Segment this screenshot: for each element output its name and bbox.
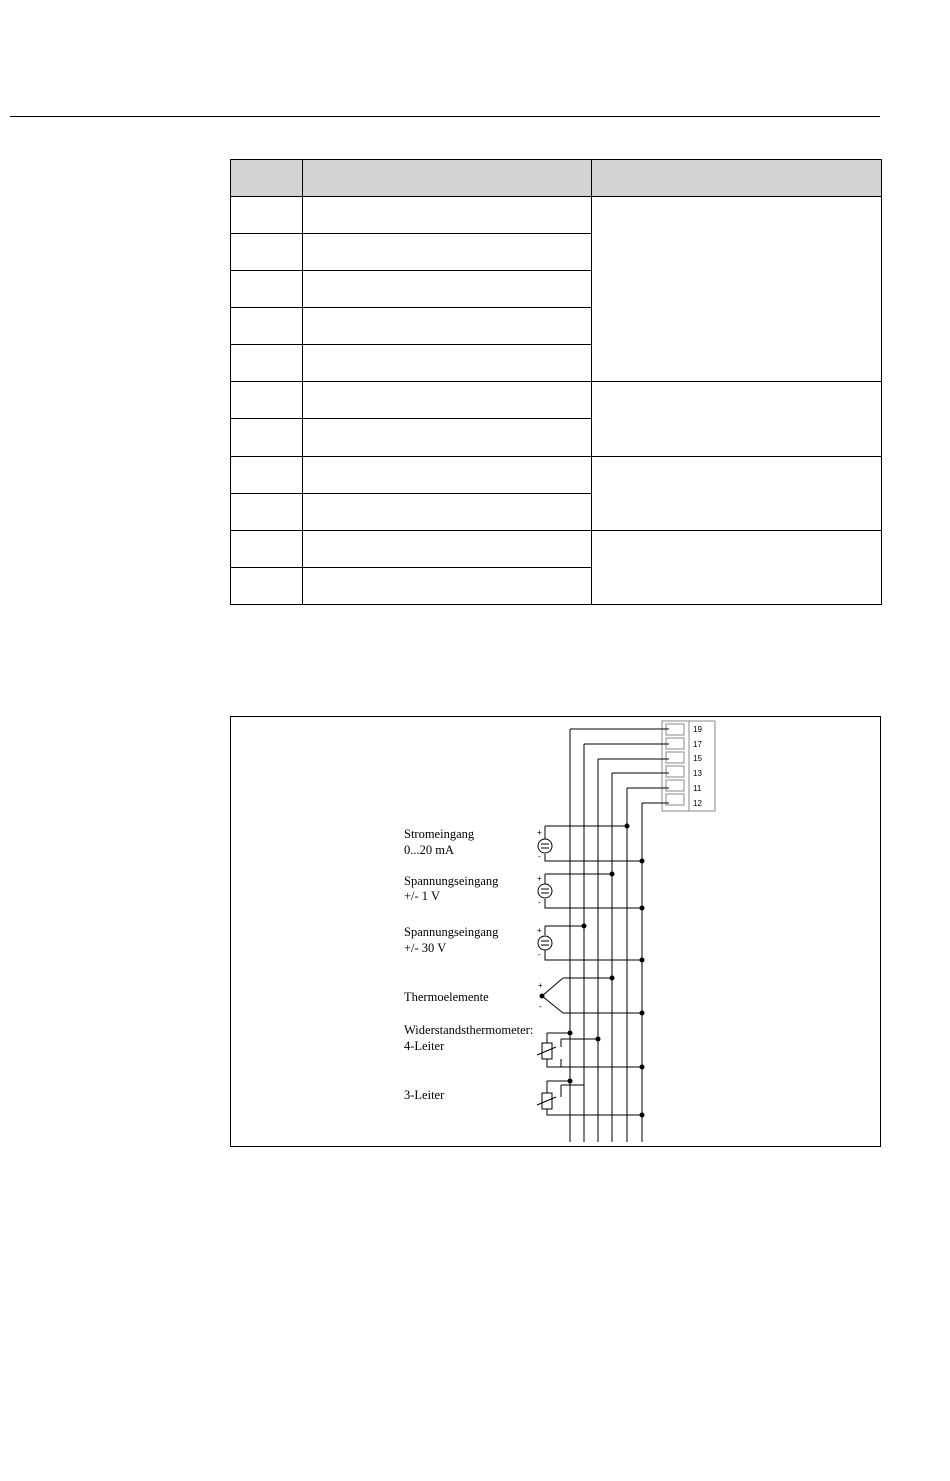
- minus-sign: -: [538, 898, 541, 907]
- table-row: [231, 456, 882, 493]
- label-thermocouples: Thermoelemente: [404, 990, 489, 1004]
- terminal-label: 13: [693, 769, 702, 778]
- voltage-source-30v-symbol: [538, 936, 552, 950]
- header-cell: [303, 160, 592, 197]
- label-voltage-range-1: +/- 1 V: [404, 889, 440, 903]
- table-cell: [303, 530, 592, 567]
- label-voltage-range-2: +/- 30 V: [404, 941, 447, 955]
- plus-sign: +: [538, 981, 543, 990]
- table-cell: [303, 419, 592, 456]
- table-cell: [231, 234, 303, 271]
- table-cell: [231, 456, 303, 493]
- header-cell: [231, 160, 303, 197]
- table-cell: [303, 308, 592, 345]
- bus-line-12: [642, 803, 669, 1142]
- bus-line-15: [598, 759, 669, 1142]
- label-current-input: Stromeingang: [404, 827, 475, 841]
- voltage-source-1v-symbol: [538, 884, 552, 898]
- plus-sign: +: [537, 926, 542, 935]
- table-cell: [303, 234, 592, 271]
- table-cell-merged: [592, 530, 882, 604]
- table-cell: [303, 382, 592, 419]
- table-cell: [231, 271, 303, 308]
- table-cell: [231, 197, 303, 234]
- table-cell: [303, 271, 592, 308]
- minus-sign: -: [539, 1002, 542, 1011]
- table-header-row: [231, 160, 882, 197]
- rtd-3-wire-wiring: [547, 1081, 642, 1115]
- terminal-label: 12: [693, 799, 702, 808]
- label-four-wire: 4-Leiter: [404, 1039, 445, 1053]
- plus-sign: +: [537, 828, 542, 837]
- table-cell: [231, 382, 303, 419]
- terminal-label: 19: [693, 725, 702, 734]
- bus-line-13: [612, 773, 669, 1142]
- terminal-label: 17: [693, 740, 702, 749]
- label-voltage-input-2: Spannungseingang: [404, 925, 499, 939]
- table-cell: [303, 456, 592, 493]
- wiring-diagram: [230, 716, 881, 1147]
- table-row: [231, 382, 882, 419]
- table-cell: [231, 493, 303, 530]
- label-rtd: Widerstandsthermometer:: [404, 1023, 534, 1037]
- terminal-table: [230, 159, 882, 605]
- wiring-diagram-svg: [231, 717, 880, 1146]
- rtd-4-wire-wiring: [547, 1033, 642, 1067]
- header-cell: [592, 160, 882, 197]
- table-cell: [303, 567, 592, 604]
- table-cell: [303, 493, 592, 530]
- table-cell: [231, 567, 303, 604]
- table-cell: [231, 345, 303, 382]
- table-row: [231, 197, 882, 234]
- table-cell-merged: [592, 197, 882, 382]
- table-cell: [303, 345, 592, 382]
- table-cell-merged: [592, 456, 882, 530]
- table-cell: [303, 197, 592, 234]
- terminal-label: 11: [693, 784, 702, 793]
- label-voltage-input-1: Spannungseingang: [404, 874, 499, 888]
- table-cell-merged: [592, 382, 882, 456]
- terminal-label: 15: [693, 754, 702, 763]
- minus-sign: -: [538, 950, 541, 959]
- table-cell: [231, 530, 303, 567]
- label-current-range: 0...20 mA: [404, 843, 454, 857]
- label-three-wire: 3-Leiter: [404, 1088, 445, 1102]
- plus-sign: +: [537, 874, 542, 883]
- table-row: [231, 530, 882, 567]
- current-source-symbol: [538, 839, 552, 853]
- junction-dots: [540, 824, 645, 1118]
- bus-line-19: [570, 729, 669, 1142]
- terminal-strip: [689, 721, 715, 811]
- table-cell: [231, 419, 303, 456]
- minus-sign: -: [538, 852, 541, 861]
- header-rule: [10, 116, 880, 117]
- bus-line-11: [627, 788, 669, 1142]
- table-cell: [231, 308, 303, 345]
- terminal-screws: [666, 724, 684, 805]
